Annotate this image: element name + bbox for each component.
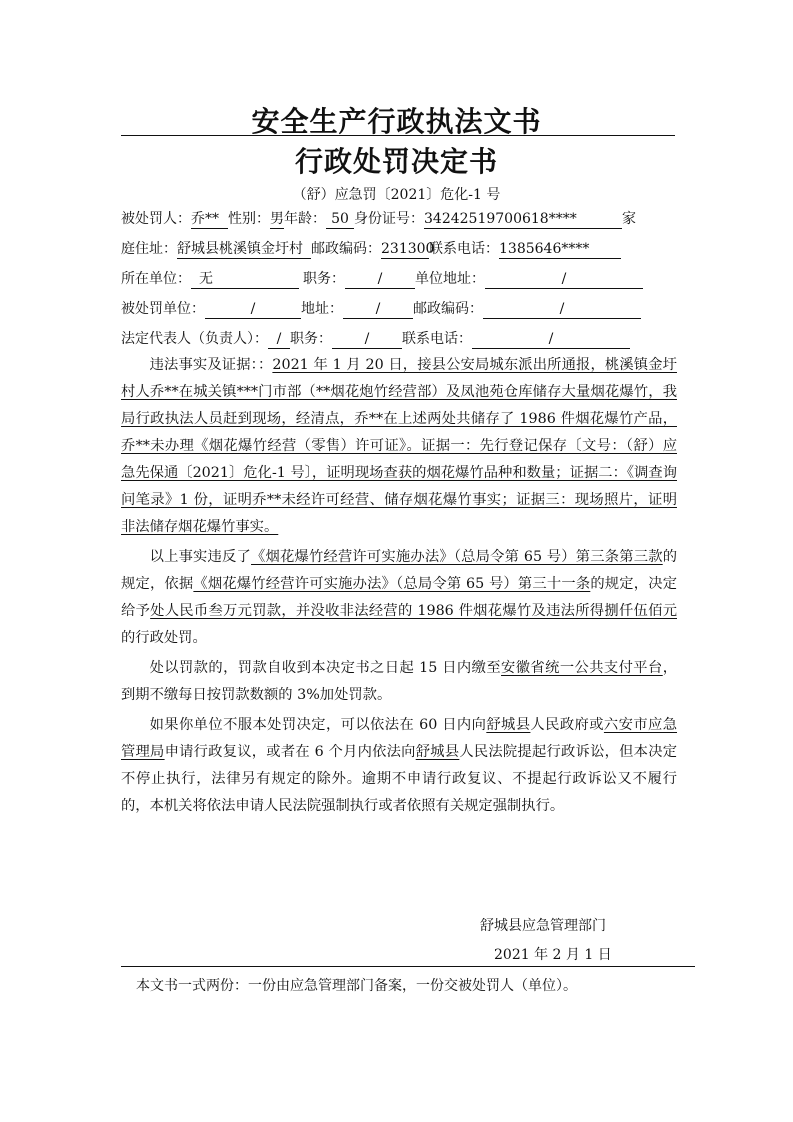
org-line-1 bbox=[121, 298, 681, 320]
signature-date: 2021 年 2 月 1 日 bbox=[494, 947, 612, 963]
decision-text-2: 的规定，依据 bbox=[121, 549, 677, 592]
footer-divider bbox=[121, 966, 695, 967]
decision-text-3: 的规定，决定给予 bbox=[121, 576, 677, 619]
footer-note: 本文书一式两份：一份由应急管理部门备案，一份交被处罚人（单位）。 bbox=[136, 978, 577, 994]
party-line-3 bbox=[121, 268, 681, 290]
penalty-content: 处人民币叁万元罚款，并没收非法经营的 1986 件烟花爆竹及违法所得捌仟伍佰元 bbox=[150, 603, 677, 619]
facts-paragraph bbox=[121, 352, 677, 541]
org-line-2 bbox=[121, 328, 681, 350]
appeal-text-2: 人民政府或 bbox=[530, 717, 604, 733]
label-org: 被处罚单位： bbox=[121, 301, 205, 317]
title-divider bbox=[121, 135, 675, 136]
label-rep-phone: 联系电话： bbox=[402, 331, 472, 347]
label-representative: 法定代表人（负责人）： bbox=[121, 331, 268, 347]
label-unit-address: 单位地址： bbox=[415, 271, 485, 287]
party-gender: 男 bbox=[270, 211, 284, 227]
label-gender: 性别： bbox=[228, 211, 270, 227]
org-representative: / bbox=[268, 330, 290, 349]
signature-org: 舒城县应急管理部门 bbox=[480, 918, 606, 934]
party-line-2 bbox=[121, 238, 681, 260]
facts-text: 2021 年 1 月 20 日，接县公安局城东派出所通报，桃溪镇金圩村人乔**在城关镇***门市部（**烟花炮竹经营部）及凤池苑仓库储存大量烟花爆竹，我局行政执法人员赶到现场，经清点，乔**在上述两处共储存了 1986 件烟花爆竹产品，乔**未办理《烟花爆竹经营（零售）许可证》。证据一：先行登记保存〔文号：（舒）应急先保通〔2021〕危化-1 号〕，证明现场查获的烟花爆竹品种和数量；证据二：《调查询问笔录》1 份，证明乔**未经许可经营、储存烟花爆竹事实；证据三：现场照片，证明非法储存烟花爆竹事实。 bbox=[121, 357, 677, 535]
party-phone: 1385646**** bbox=[499, 240, 621, 259]
document-title: 行政处罚决定书 bbox=[294, 145, 498, 178]
appeal-paragraph bbox=[121, 712, 677, 820]
org-rep-phone: / bbox=[472, 330, 630, 349]
decision-text-1: 以上事实违反了 bbox=[149, 549, 252, 565]
party-unit-address: / bbox=[485, 270, 643, 289]
label-org-postcode: 邮政编码： bbox=[413, 301, 483, 317]
decision-text-4: 的行政处罚。 bbox=[121, 630, 207, 646]
appeal-government: 舒城县 bbox=[486, 717, 531, 733]
org-address: / bbox=[343, 300, 413, 319]
facts-label: 违法事实及证据：： bbox=[149, 357, 273, 373]
party-postcode: 231300 bbox=[381, 241, 435, 257]
label-age: 年龄： bbox=[284, 211, 326, 227]
label-job: 职务： bbox=[303, 271, 345, 287]
document-series-title: 安全生产行政执法文书 bbox=[251, 105, 542, 138]
label-unit: 所在单位： bbox=[121, 271, 191, 287]
label-org-address: 地址： bbox=[301, 301, 343, 317]
payment-platform: 安徽省统一公共支付平台 bbox=[501, 660, 663, 676]
appeal-court: 舒城县 bbox=[415, 744, 460, 760]
party-unit: 无 bbox=[191, 270, 299, 289]
party-age: 50 bbox=[326, 210, 354, 229]
appeal-department: 六安市应急管理局 bbox=[121, 717, 678, 760]
org-postcode: / bbox=[483, 300, 641, 319]
party-address: 舒城县桃溪镇金圩村 bbox=[177, 240, 311, 259]
label-rep-job: 职务： bbox=[290, 331, 332, 347]
label-address: 庭住址： bbox=[121, 241, 177, 257]
document-number: （舒）应急罚〔2021〕危化-1 号 bbox=[292, 187, 501, 203]
document-body bbox=[121, 352, 677, 820]
org-name: / bbox=[205, 300, 301, 319]
decision-paragraph bbox=[121, 544, 677, 652]
label-id: 身份证号： bbox=[354, 211, 424, 227]
payment-paragraph bbox=[121, 655, 677, 709]
party-name: 乔** bbox=[191, 210, 228, 229]
penalty-basis-law: 《烟花爆竹经营许可实施办法》（总局令第 65 号）第三十一条 bbox=[193, 576, 591, 592]
appeal-text-4: 人民法院提起行政诉讼，但本决定不停止执行，法律另有规定的除外。逾期不申请行政复议、不提起行政诉讼又不履行的，本机关将依法申请人民法院强制执行或者依照有关规定强制执行。 bbox=[121, 744, 678, 814]
label-home: 家 bbox=[622, 211, 636, 227]
violated-law: 《烟花爆竹经营许可实施办法》（总局令第 65 号）第三条第三款 bbox=[251, 549, 663, 565]
party-job: / bbox=[345, 270, 415, 289]
label-name: 被处罚人： bbox=[121, 211, 191, 227]
payment-text-2: ，到期不缴每日按罚款数额的 3%加处罚款。 bbox=[121, 660, 678, 703]
label-phone: 联系电话： bbox=[429, 241, 499, 257]
party-line-1 bbox=[121, 208, 681, 230]
org-rep-job: / bbox=[332, 330, 402, 349]
label-postcode: 邮政编码： bbox=[311, 241, 381, 257]
appeal-text-1: 如果你单位不服本处罚决定，可以依法在 60 日内向 bbox=[149, 717, 487, 733]
appeal-text-3: 申请行政复议，或者在 6 个月内依法向 bbox=[164, 744, 416, 760]
party-id-number: 34242519700618**** bbox=[424, 210, 622, 229]
payment-text-1: 处以罚款的，罚款自收到本决定书之日起 15 日内缴至 bbox=[149, 660, 502, 676]
